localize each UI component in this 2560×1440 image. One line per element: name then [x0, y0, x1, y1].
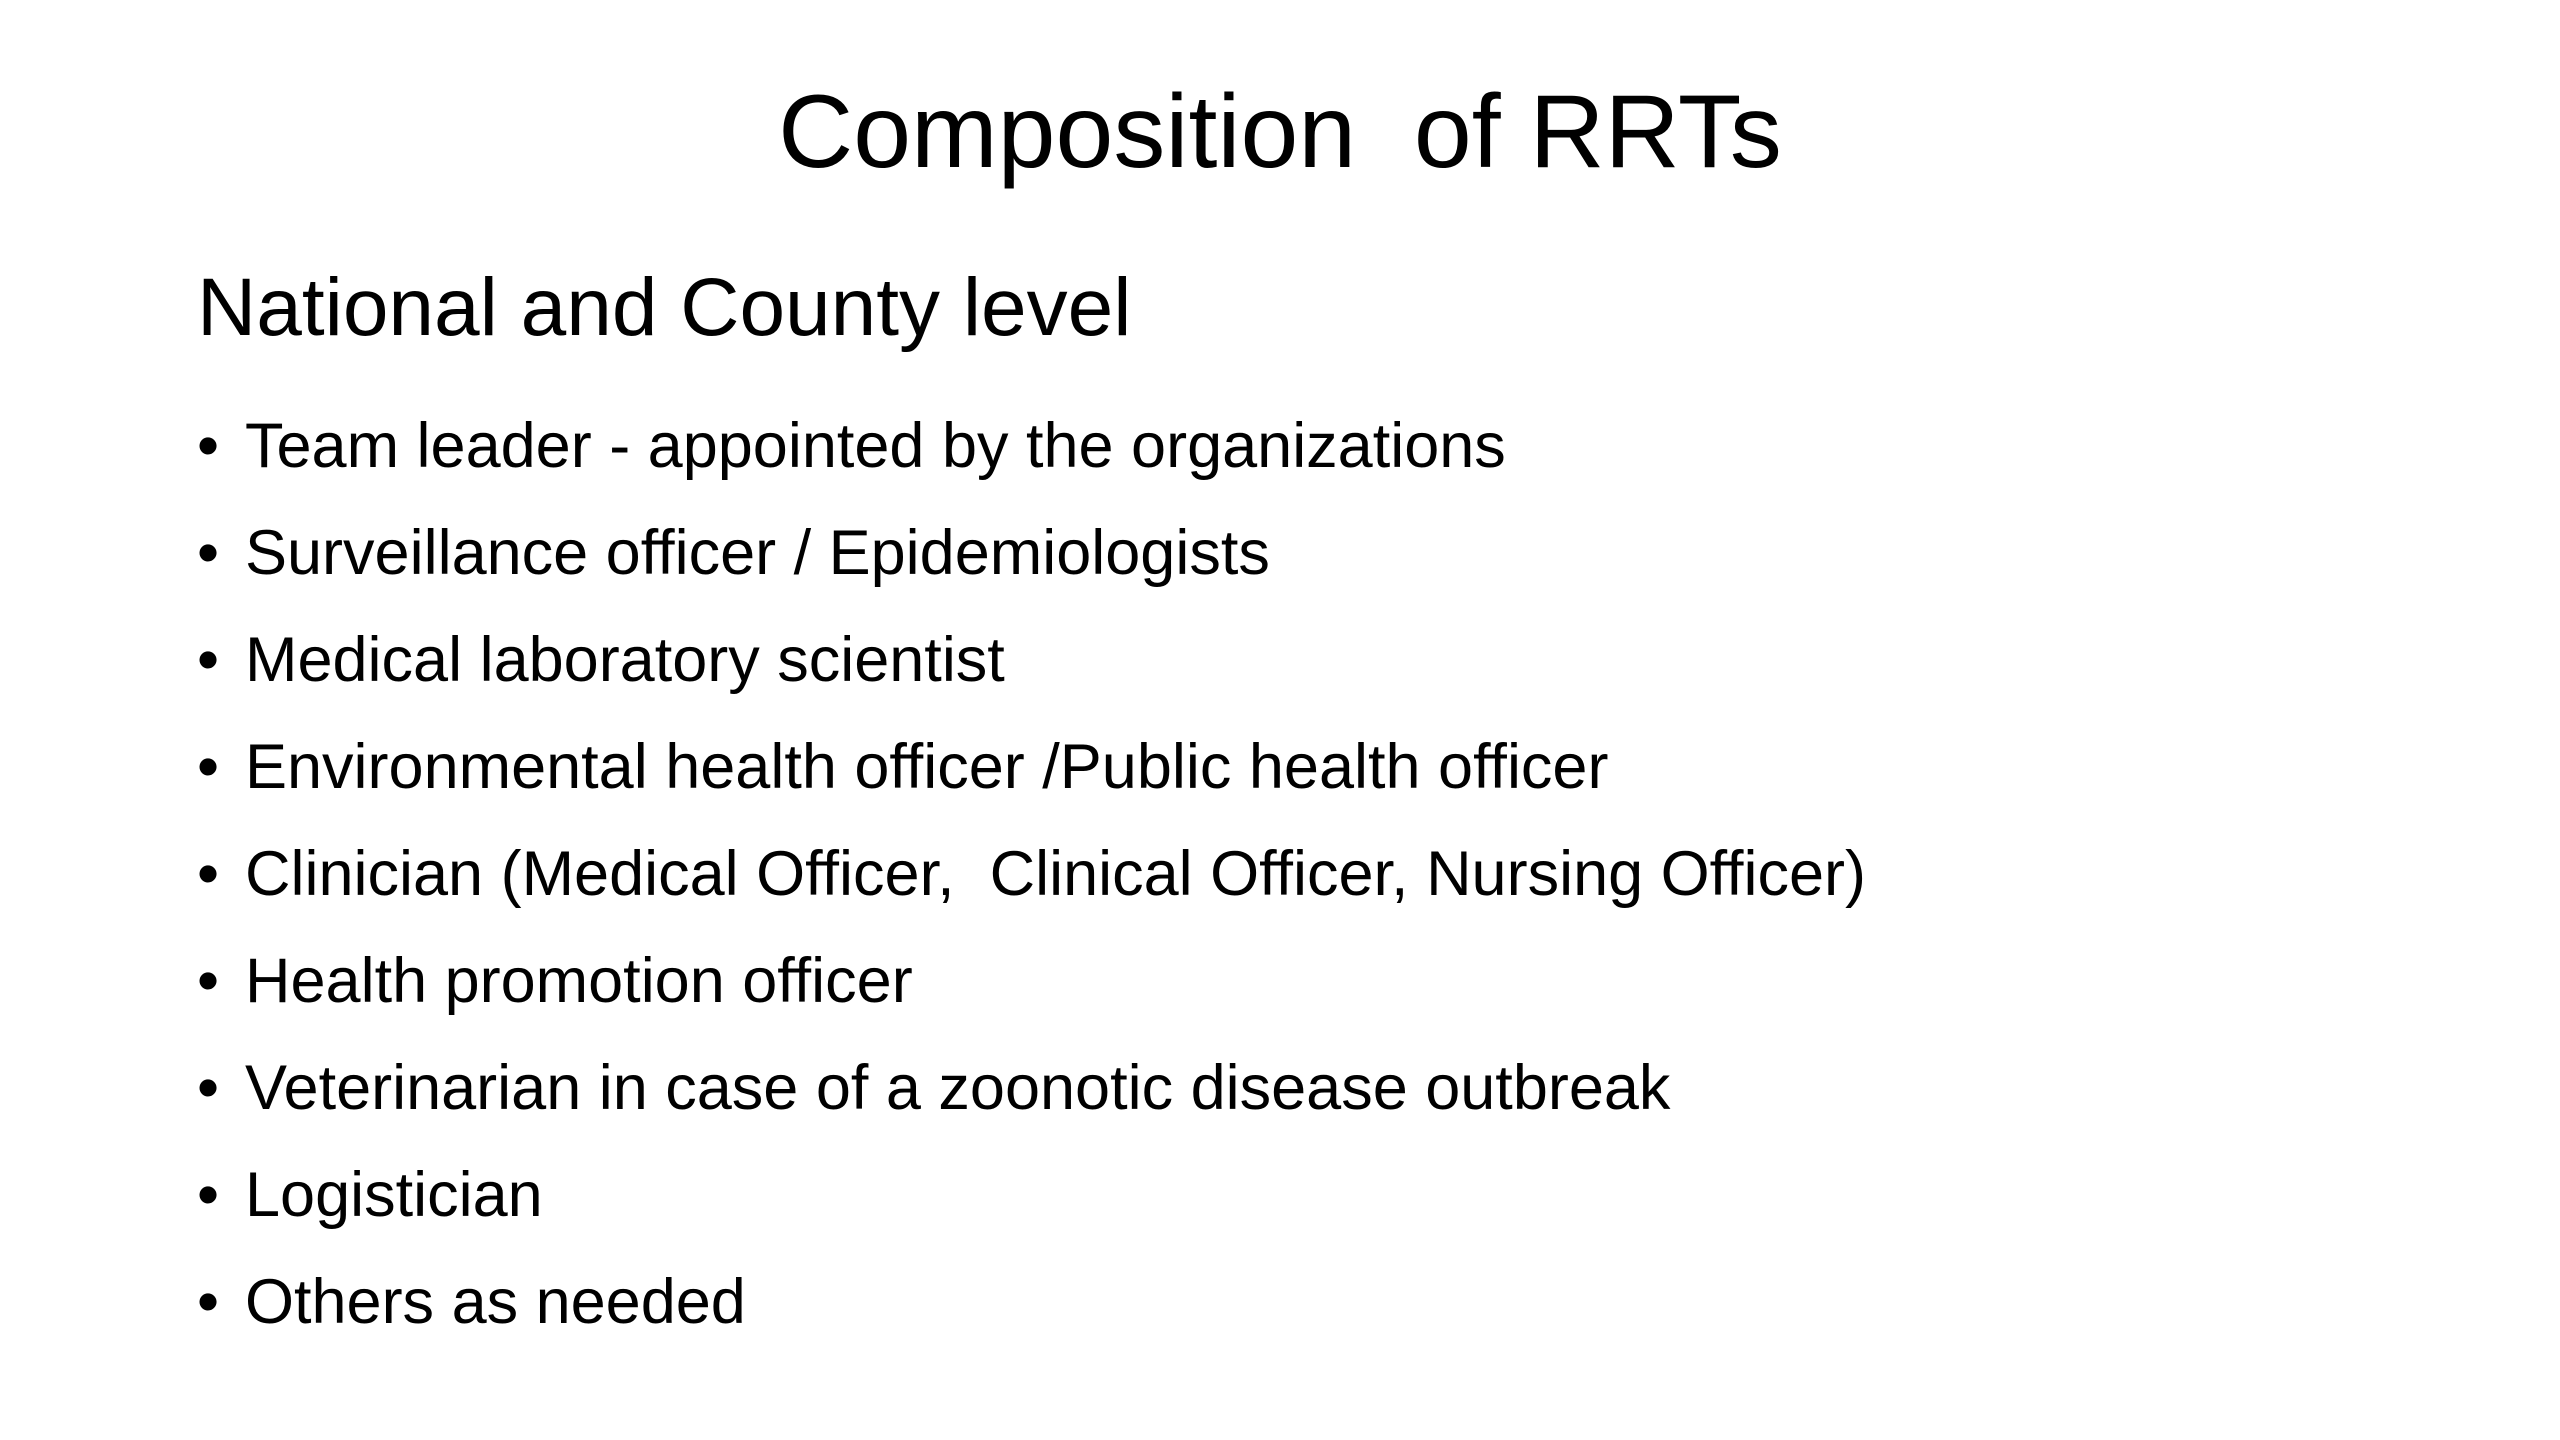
slide-title: Composition of RRTs [778, 74, 1782, 190]
list-item-text: Clinician (Medical Officer, Clinical Officer, Nursing Officer) [245, 839, 1867, 909]
list-item [197, 402, 1866, 509]
list-item [197, 1258, 1866, 1365]
list-item [197, 1151, 1866, 1258]
list-item-text: Environmental health officer /Public health officer [245, 732, 1609, 802]
bullet-icon: • [197, 518, 220, 588]
list-item-text: Health promotion officer [245, 946, 913, 1016]
list-item-text: Veterinarian in case of a zoonotic disease outbreak [245, 1053, 1671, 1123]
bullet-icon: • [197, 1267, 220, 1337]
list-item-text: Medical laboratory scientist [245, 625, 1005, 695]
bullet-icon: • [197, 625, 220, 695]
list-item-text: Logistician [245, 1160, 543, 1230]
list-item-text: Surveillance officer / Epidemiologists [245, 518, 1270, 588]
bullet-icon: • [197, 1053, 220, 1123]
bullet-icon: • [197, 839, 220, 909]
bullet-icon: • [197, 411, 220, 481]
bullet-icon: • [197, 732, 220, 802]
bullet-icon: • [197, 946, 220, 1016]
list-item [197, 509, 1866, 616]
list-item [197, 830, 1866, 937]
list-item-text: Others as needed [245, 1267, 746, 1337]
bullet-icon: • [197, 1160, 220, 1230]
bullet-list [197, 402, 1866, 1365]
section-heading: National and County level [197, 262, 1132, 353]
list-item [197, 1044, 1866, 1151]
list-item-text: Team leader - appointed by the organizations [245, 411, 1506, 481]
list-item [197, 616, 1866, 723]
list-item [197, 937, 1866, 1044]
list-item [197, 723, 1866, 830]
